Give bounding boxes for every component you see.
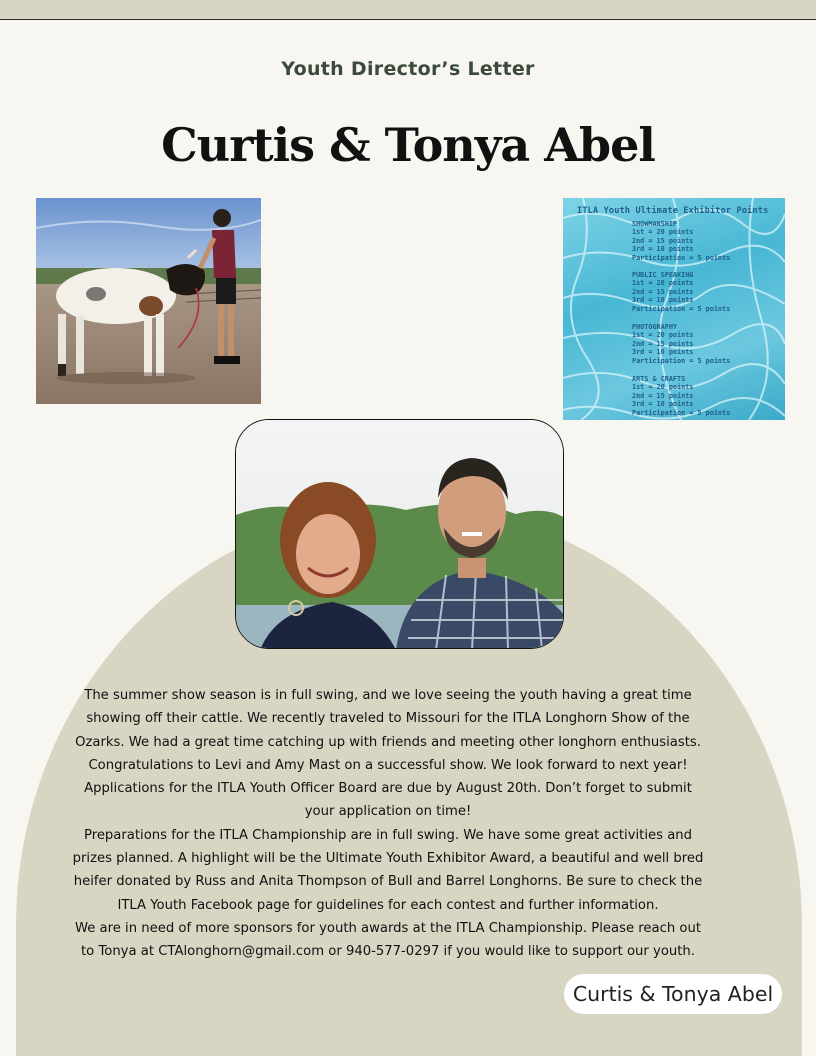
category-name: PUBLIC SPEAKING — [632, 271, 694, 279]
points-graphic — [563, 198, 785, 420]
category-name: ARTS & CRAFTS — [632, 375, 686, 383]
letter-paragraph: The summer show season is in full swing, and we love seeing the youth having a great time showing off their cattle. We recently traveled to Missouri for the ITLA Longhorn Show of the Ozarks. We had a great time catching up with friends and meeting other longhorn enthusiasts. Congratulations to Levi and Amy Mast on a successful show. We look forward to next year! Applications for the ITLA Youth Officer Board are due by August 20th. Don’t forget to submit your application on time! — [75, 688, 701, 820]
cow-photo-illustration — [36, 198, 261, 404]
points-line: 2nd = 15 points — [632, 236, 694, 245]
signature-badge: Curtis & Tonya Abel — [564, 974, 782, 1014]
points-line: 1st = 20 points — [632, 383, 694, 392]
page-title: Curtis & Tonya Abel — [161, 118, 655, 172]
points-line: 1st = 20 points — [632, 228, 694, 237]
points-line: 3rd = 10 points — [632, 296, 694, 305]
category-name: SHOWMANSHIP — [632, 220, 678, 228]
section-kicker: Youth Director’s Letter — [281, 58, 535, 80]
points-line: 2nd = 15 points — [632, 287, 694, 296]
points-line: 3rd = 10 points — [632, 348, 694, 357]
points-category-arts-crafts — [632, 375, 730, 417]
points-category-showmanship — [632, 220, 730, 262]
letter-paragraph: Preparations for the ITLA Championship are in full swing. We have some great activities and prizes planned. A highlight will be the Ultimate Youth Exhibitor Award, a beautiful and well bred heifer donated by Russ and Anita Thompson of Bull and Barrel Longhorns. Be sure to check the ITLA Youth Facebook page for guidelines for each contest and further information. — [72, 827, 704, 913]
points-line: Participation = 5 points — [632, 408, 731, 417]
couple-portrait-illustration — [236, 420, 564, 649]
points-line: 3rd = 10 points — [632, 245, 694, 254]
points-line: 3rd = 10 points — [632, 400, 694, 409]
letter-body — [70, 684, 706, 964]
points-category-public-speaking — [632, 271, 730, 313]
cow-photo — [36, 198, 261, 404]
points-line: 2nd = 15 points — [632, 391, 694, 400]
points-line: Participation = 5 points — [632, 253, 731, 262]
top-band — [0, 0, 816, 20]
points-line: 1st = 20 points — [632, 331, 694, 340]
points-line: 1st = 20 points — [632, 279, 694, 288]
category-name: PHOTOGRAPHY — [632, 323, 678, 331]
couple-portrait — [235, 419, 564, 649]
points-line: 2nd = 15 points — [632, 339, 694, 348]
points-line: Participation = 5 points — [632, 356, 731, 365]
letter-paragraph: We are in need of more sponsors for youth awards at the ITLA Championship. Please reach out to Tonya at CTAlonghorn@gmail.com or 940-577-0297 if you would like to support our youth. — [74, 920, 702, 960]
points-text — [563, 198, 785, 420]
points-category-photography — [632, 323, 730, 365]
points-line: Participation = 5 points — [632, 304, 731, 313]
points-heading: ITLA Youth Ultimate Exhibitor Points — [577, 206, 769, 216]
